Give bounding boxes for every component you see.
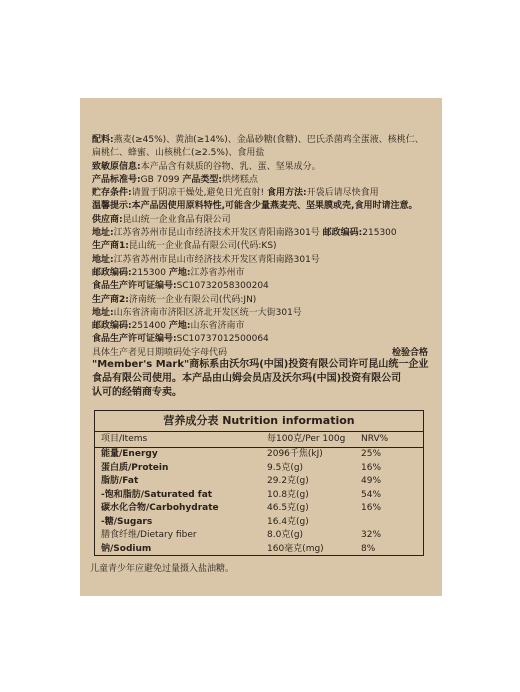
trademark-notice <box>92 358 432 400</box>
header-items: 项目/Items <box>101 434 148 444</box>
info-row-producer2: 生产商2:济南统一企业有限公司(代码:JN) <box>92 294 257 305</box>
info-row-storage: 贮存条件:请置于阴凉干燥处,避免日光直射! 食用方法:开袋后请尽快食用 <box>92 188 379 199</box>
nutrient-name: 膳食纤维/Dietary fiber <box>101 530 197 540</box>
inspection-passed: 检验合格 <box>391 347 428 358</box>
table-row <box>95 448 423 462</box>
dietary-advice: 儿童青少年应避免过量摄入盐油糖。 <box>90 564 235 574</box>
nutrition-header-row <box>95 432 423 448</box>
table-row <box>95 529 423 543</box>
info-row-date-code: 具体生产者见日期喷码处字母代码 检验合格 <box>92 347 432 360</box>
info-row-producer2-address: 地址:山东省济南市济阳区济北开发区统一大街301号 <box>92 307 302 318</box>
info-row-producer1-license: 食品生产许可证编号:SC10732058300204 <box>92 281 269 292</box>
nutrient-value: 16.4克(g) <box>267 516 309 527</box>
notice-line: "Member's Mark"商标系由沃尔玛(中国)投资有限公司许可昆山统一企业 <box>92 359 429 370</box>
info-row-producer2-license: 食品生产许可证编号:SC10737012500064 <box>92 334 269 345</box>
nutrient-nrv: 16% <box>361 503 382 513</box>
info-row-allergen: 致敏原信息:本产品含有麸质的谷物、乳、蛋、坚果成分。 <box>92 161 321 172</box>
nutrient-nrv: 8% <box>361 543 376 554</box>
nutrient-name: 碳水化合物/Carbohydrate <box>101 503 219 513</box>
nutrient-name: -糖/Sugars <box>101 516 153 527</box>
nutrient-nrv: 32% <box>361 530 382 540</box>
header-per100g: 每100克/Per 100g <box>267 434 346 444</box>
nutrient-value: 160毫克(mg) <box>267 543 324 554</box>
nutrient-value: 10.8克(g) <box>267 489 309 500</box>
info-row-supplier: 供应商:昆山统一企业食品有限公司 <box>92 214 231 225</box>
table-row <box>95 462 423 476</box>
nutrient-name: 蛋白质/Protein <box>101 462 169 473</box>
info-row-standard: 产品标准号:GB 7099 产品类型:烘烤糕点 <box>92 174 259 185</box>
table-row <box>95 475 423 489</box>
nutrient-value: 46.5克(g) <box>267 503 309 513</box>
info-row-warning: 温馨提示:本产品因使用原料特性,可能含少量燕麦壳、坚果膜或壳,食用时请注意。 <box>92 201 418 212</box>
nutrient-value: 2096千焦(kJ) <box>267 449 323 459</box>
nutrient-nrv: 16% <box>361 462 382 473</box>
notice-line: 食品有限公司使用。本产品由山姆会员店及沃尔玛(中国)投资有限公司 <box>92 373 402 384</box>
notice-line: 认可的经销商专卖。 <box>92 387 182 398</box>
info-row-producer1: 生产商1:昆山统一企业食品有限公司(代码:KS) <box>92 241 277 252</box>
nutrient-name: 能量/Energy <box>101 449 158 459</box>
nutrient-value: 8.0克(g) <box>267 530 304 540</box>
nutrient-name: 脂肪/Fat <box>101 476 139 486</box>
nutrient-nrv: 25% <box>361 449 382 459</box>
table-row <box>95 543 423 557</box>
nutrient-value: 29.2克(g) <box>267 476 309 486</box>
info-row-ingredients: 配料:燕麦(≥45%)、黄油(≥14%)、金晶砂糖(食糖)、巴氏杀菌鸡全蛋液、核桃仁、 <box>92 135 424 145</box>
table-row <box>95 516 423 530</box>
nutrient-nrv: 49% <box>361 476 382 486</box>
info-row-ingredients-cont: 扁桃仁、蜂蜜、山核桃仁(≥2.5%)、食用盐 <box>92 148 265 159</box>
header-nrv: NRV% <box>361 434 389 444</box>
nutrient-name: -饱和脂肪/Saturated fat <box>101 489 213 500</box>
table-row <box>95 489 423 503</box>
nutrient-nrv: 54% <box>361 489 382 500</box>
table-row <box>95 502 423 516</box>
info-row-supplier-address: 地址:江苏省苏州市昆山市经济技术开发区青阳南路301号 邮政编码:215300 <box>92 228 397 239</box>
nutrient-value: 9.5克(g) <box>267 462 304 473</box>
nutrition-title: 营养成分表 Nutrition information <box>95 411 423 432</box>
info-row-producer1-address: 地址:江苏省苏州市昆山市经济技术开发区青阳南路301号 <box>92 254 320 265</box>
info-row-producer1-postcode: 邮政编码:215300 产地:江苏省苏州市 <box>92 267 245 278</box>
product-info <box>92 134 432 360</box>
info-row-producer2-postcode: 邮政编码:251400 产地:山东省济南市 <box>92 321 245 332</box>
nutrient-name: 钠/Sodium <box>101 543 152 554</box>
nutrition-table <box>94 410 424 556</box>
